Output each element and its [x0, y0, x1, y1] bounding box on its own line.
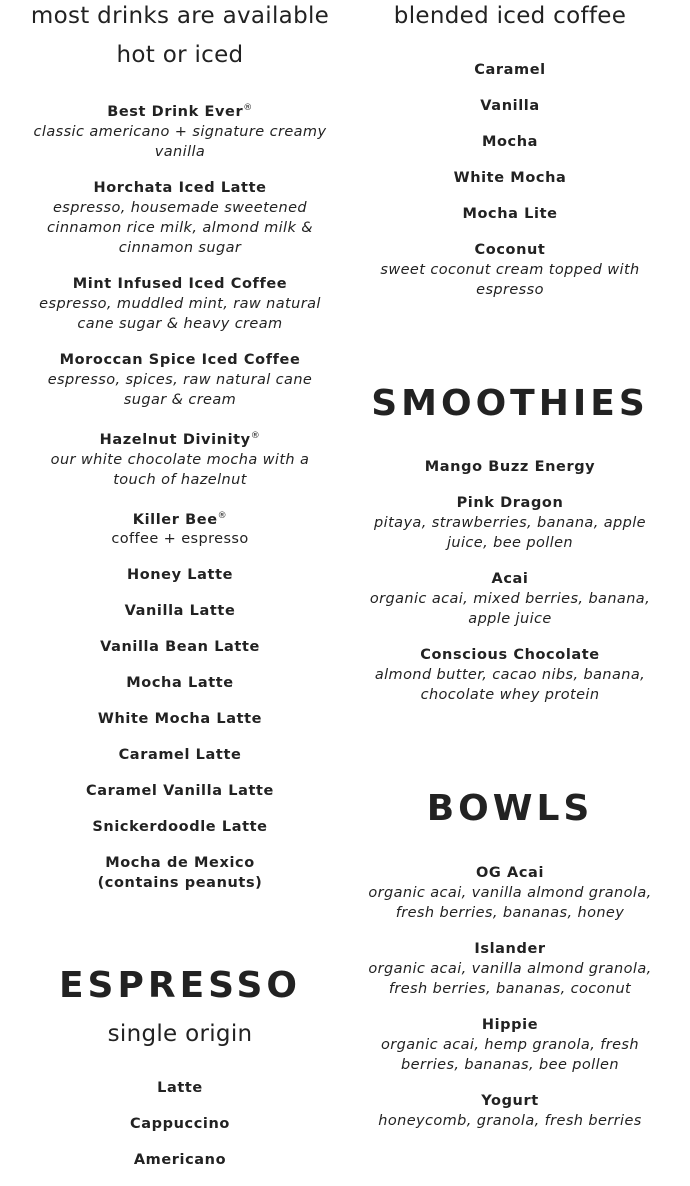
- menu-item-name: [360, 457, 660, 477]
- menu-item: [360, 204, 660, 224]
- espresso-subheading: single origin: [107, 1021, 253, 1047]
- menu-item-description: sweet coconut cream topped with espresso: [380, 262, 640, 298]
- menu-item-name-text: Acai: [491, 571, 529, 587]
- menu-item-name: [30, 426, 330, 450]
- menu-item-name-text: Caramel Latte: [118, 747, 242, 764]
- menu-item-description: organic acai, vanilla almond granola, fresh berries, bananas, coconut: [368, 961, 652, 997]
- espresso-list: [30, 1078, 330, 1186]
- menu-item-name: [360, 132, 660, 152]
- menu-item-name-text: White Mocha Latte: [97, 711, 263, 728]
- menu-item-name: [30, 637, 330, 657]
- menu-item-name: [30, 178, 330, 198]
- menu-item-name-text: Honey Latte: [126, 567, 234, 584]
- menu-item: [30, 506, 330, 550]
- menu-item: [30, 350, 330, 410]
- menu-item-name-text: Americano: [133, 1152, 227, 1168]
- menu-item-name: [360, 1015, 660, 1035]
- menu-item-name: [360, 1091, 660, 1111]
- espresso-heading: ESPRESSO: [58, 965, 302, 1006]
- bowls-heading: BOWLS: [426, 788, 594, 829]
- drinks-heading-line2: hot or iced: [116, 42, 244, 68]
- menu-item: [360, 240, 660, 300]
- menu-item: [30, 426, 330, 490]
- menu-item: [30, 781, 330, 801]
- menu-item-name-text: Mocha Lite: [462, 206, 558, 222]
- menu-item-description: almond butter, cacao nibs, banana, chocolate whey protein: [374, 667, 646, 703]
- smoothies-heading: SMOOTHIES: [371, 383, 649, 424]
- menu-item-name: [30, 853, 330, 873]
- menu-item-name-text: White Mocha: [453, 170, 567, 186]
- menu-item: [360, 132, 660, 152]
- menu-item-name: [30, 274, 330, 294]
- menu-item-name: [360, 863, 660, 883]
- menu-item: [30, 817, 330, 837]
- menu-item-name: [30, 601, 330, 621]
- menu-item: [30, 673, 330, 693]
- drinks-list: [30, 98, 330, 909]
- menu-item-name: [360, 240, 660, 260]
- menu-item-name: [30, 1114, 330, 1134]
- menu-item-name: [30, 350, 330, 370]
- registered-mark: ®: [217, 510, 228, 521]
- menu-item: [30, 853, 330, 893]
- menu-item: [360, 168, 660, 188]
- registered-mark: ®: [243, 103, 253, 113]
- menu-item: [30, 178, 330, 258]
- menu-item-name-text: Mocha de Mexico: [105, 855, 255, 872]
- menu-item-description: honeycomb, granola, fresh berries: [378, 1113, 642, 1129]
- blended-heading: blended iced coffee: [393, 3, 627, 29]
- menu-item-name-text: Coconut: [474, 242, 546, 258]
- menu-item: [30, 601, 330, 621]
- menu-item: [30, 637, 330, 657]
- menu-item-description: organic acai, hemp granola, fresh berries, bananas, bee pollen: [381, 1037, 639, 1073]
- menu-item-name-text: Cappuccino: [130, 1116, 230, 1132]
- menu-item-description: classic americano + signature creamy vanilla: [33, 123, 327, 160]
- menu-item-name-text: Latte: [157, 1080, 203, 1096]
- menu-item: [360, 569, 660, 629]
- menu-item-description: pitaya, strawberries, banana, apple juice, bee pollen: [374, 515, 646, 551]
- menu-item-name-text: Mocha Latte: [126, 675, 234, 692]
- menu-item: [30, 745, 330, 765]
- menu-item-name-text: Mango Buzz Energy: [424, 459, 596, 475]
- menu-item-name-text: Vanilla Bean Latte: [100, 639, 260, 656]
- menu-item-name-text: OG Acai: [475, 865, 545, 881]
- menu-item: [30, 1150, 330, 1170]
- menu-item-name: [360, 493, 660, 513]
- menu-item: [360, 863, 660, 923]
- menu-item-name-text: Pink Dragon: [456, 495, 564, 511]
- menu-item-name: [360, 60, 660, 80]
- menu-item-name: [30, 673, 330, 693]
- menu-item-name-text: Caramel: [474, 62, 546, 78]
- menu-item-description: organic acai, mixed berries, banana, apple juice: [369, 591, 651, 627]
- menu-item-name-text: Vanilla Latte: [124, 603, 236, 620]
- menu-item-name-text: Islander: [474, 941, 546, 957]
- menu-item-name-text: Best Drink Ever: [107, 103, 244, 120]
- menu-item-name: [360, 569, 660, 589]
- menu-item: [360, 939, 660, 999]
- menu-item-name: [30, 565, 330, 585]
- menu-item-name-text: Hippie: [481, 1017, 539, 1033]
- menu-item-name: [30, 745, 330, 765]
- bowls-list: [360, 863, 660, 1147]
- menu-item-description: our white chocolate mocha with a touch of hazelnut: [50, 451, 310, 488]
- menu-item: [30, 274, 330, 334]
- menu-item: [30, 709, 330, 729]
- menu-item: [360, 457, 660, 477]
- menu-item-name-text: Vanilla: [480, 98, 540, 114]
- smoothies-list: [360, 457, 660, 721]
- menu-item: [30, 1114, 330, 1134]
- menu-item-description: espresso, spices, raw natural cane sugar & cream: [47, 371, 313, 408]
- menu-item-description: coffee + espresso: [111, 531, 249, 548]
- menu-item-name: [360, 645, 660, 665]
- menu-item-name-text: Mocha: [481, 134, 539, 150]
- menu-item: [360, 60, 660, 80]
- menu-item: [360, 1091, 660, 1131]
- menu-item-name: [30, 817, 330, 837]
- menu-item-name-text: Caramel Vanilla Latte: [86, 783, 274, 800]
- menu-item-name: [30, 98, 330, 122]
- menu-item-name: [30, 781, 330, 801]
- drinks-heading-line1: most drinks are available: [30, 3, 330, 29]
- menu-item-description: espresso, housemade sweetened cinnamon rice milk, almond milk & cinnamon sugar: [47, 199, 313, 256]
- menu-item-name-text: Horchata Iced Latte: [93, 179, 267, 196]
- menu-item: [30, 565, 330, 585]
- menu-item-name-text: Yogurt: [481, 1093, 539, 1109]
- drinks-heading: [30, 0, 330, 75]
- menu-item-name-text: Mint Infused Iced Coffee: [72, 275, 288, 292]
- menu-item: [360, 645, 660, 705]
- menu-item-note: (contains peanuts): [97, 875, 263, 892]
- menu-item-name: [30, 506, 330, 530]
- menu-item-name: [360, 96, 660, 116]
- menu-item: [360, 96, 660, 116]
- menu-item-name: [360, 204, 660, 224]
- menu-item-name: [360, 168, 660, 188]
- menu-item: [30, 1078, 330, 1098]
- menu-item: [30, 98, 330, 162]
- menu-item-name: [30, 1078, 330, 1098]
- registered-mark: ®: [250, 430, 261, 441]
- menu-item: [360, 493, 660, 553]
- menu-item: [360, 1015, 660, 1075]
- menu-item-name: [30, 709, 330, 729]
- menu-item-name-text: Killer Bee: [132, 511, 218, 528]
- menu-item-name-text: Snickerdoodle Latte: [92, 819, 268, 836]
- menu-item-description: espresso, muddled mint, raw natural cane sugar & heavy cream: [39, 295, 321, 332]
- menu-item-name: [30, 1150, 330, 1170]
- menu-item-description: organic acai, vanilla almond granola, fresh berries, bananas, honey: [368, 885, 652, 921]
- blended-list: [360, 60, 660, 316]
- menu-item-name-text: Conscious Chocolate: [420, 647, 600, 663]
- menu-item-name: [360, 939, 660, 959]
- menu-item-name-text: Hazelnut Divinity: [99, 431, 251, 448]
- menu-item-name-text: Moroccan Spice Iced Coffee: [59, 351, 301, 368]
